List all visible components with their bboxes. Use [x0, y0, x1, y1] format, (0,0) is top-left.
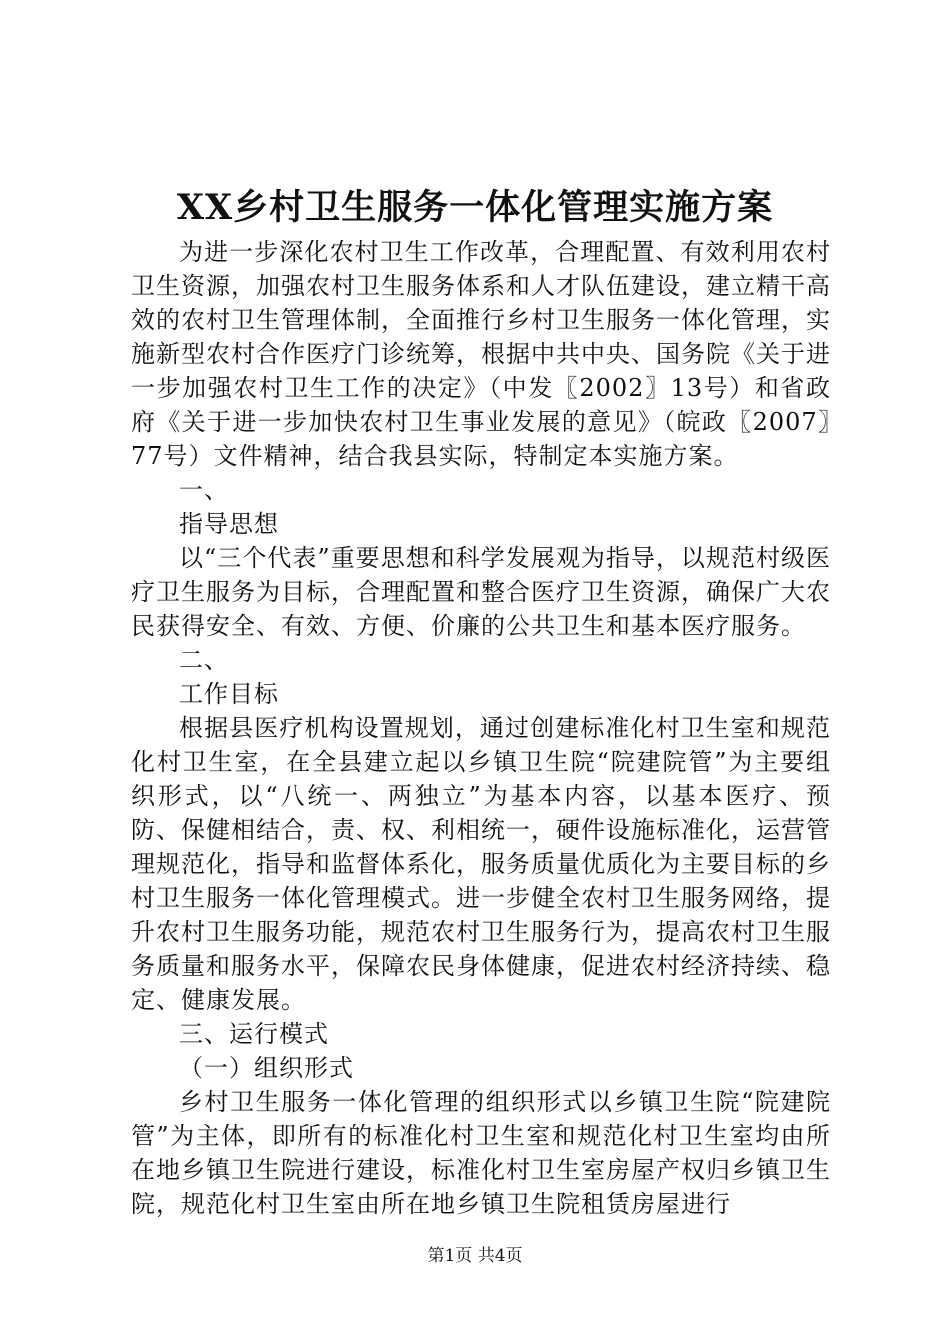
page-footer: 第1页 共4页 — [427, 1246, 523, 1266]
subsection-heading-organization: （一）组织形式 — [179, 1054, 354, 1082]
document-body — [131, 235, 831, 1221]
section-heading-operation-mode: 三、运行模式 — [179, 1020, 329, 1048]
guiding-thought-paragraph: 以“三个代表”重要思想和科学发展观为指导，以规范村级医疗卫生服务为目标，合理配置和整合医疗卫生资源，确保广大农民获得安全、有效、方便、价廉的公共卫生和基本医疗服务。 — [131, 544, 831, 640]
section-heading-guiding-thought: 指导思想 — [179, 510, 279, 538]
section-heading-work-goals: 工作目标 — [179, 680, 279, 708]
intro-paragraph: 为进一步深化农村卫生工作改革，合理配置、有效利用农村卫生资源，加强农村卫生服务体系和人才队伍建设，建立精干高效的农村卫生管理体制，全面推行乡村卫生服务一体化管理，实施新型农村合作医疗门诊统筹，根据中共中央、国务院《关于进一步加强农村卫生工作的决定》（中发〖2002〗13号）和省政府《关于进一步加快农村卫生事业发展的意见》（皖政〖2007〗77号）文件精神，结合我县实际，特制定本实施方案。 — [131, 238, 831, 470]
section-number-1: 一、 — [179, 476, 229, 504]
organization-paragraph: 乡村卫生服务一体化管理的组织形式以乡镇卫生院“院建院管”为主体，即所有的标准化村卫生室和规范化村卫生室均由所在地乡镇卫生院进行建设，标准化村卫生室房屋产权归乡镇卫生院，规范化村卫生室由所在地乡镇卫生院租赁房屋进行 — [131, 1088, 831, 1218]
document-title: XX乡村卫生服务一体化管理实施方案 — [176, 187, 774, 228]
work-goals-paragraph: 根据县医疗机构设置规划，通过创建标准化村卫生室和规范化村卫生室，在全县建立起以乡镇卫生院“院建院管”为主要组织形式，以“八统一、两独立”为基本内容，以基本医疗、预防、保健相结合，责、权、利相统一，硬件设施标准化，运营管理规范化，指导和监督体系化，服务质量优质化为主要目标的乡村卫生服务一体化管理模式。进一步健全农村卫生服务网络，提升农村卫生服务功能，规范农村卫生服务行为，提高农村卫生服务质量和服务水平，保障农民身体健康，促进农村经济持续、稳定、健康发展。 — [131, 714, 831, 1014]
section-number-2: 二、 — [179, 646, 229, 674]
